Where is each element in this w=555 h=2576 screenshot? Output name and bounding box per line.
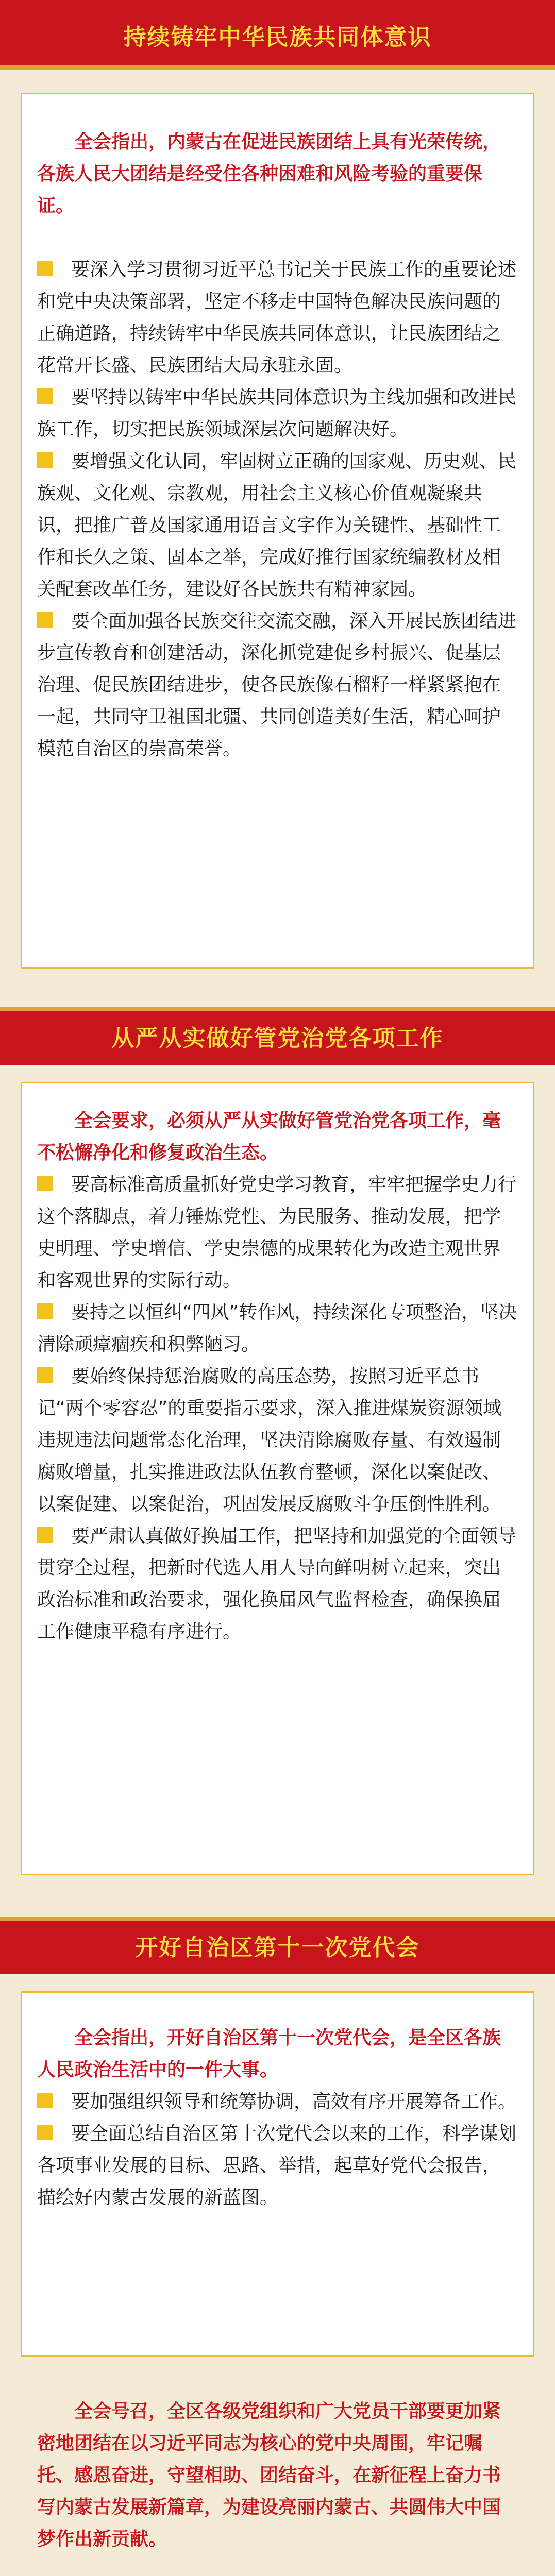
- bullet-square-icon: [37, 2093, 53, 2108]
- list-item: [37, 605, 518, 765]
- list-item-text: 要全面加强各民族交往交流交融，深入开展民族团结进步宣传教育和创建活动，深化抓党建促乡村振兴、促基层治理、促民族团结进步，使各民族像石榴籽一样紧紧抱在一起，共同守卫祖国北疆、共同创造美好生活，精心呵护模范自治区的崇高荣誉。: [37, 611, 517, 759]
- list-item-text: 要持之以恒纠“四风”转作风，持续深化专项整治，坚决清除顽瘴痼疾和积弊陋习。: [37, 1302, 517, 1355]
- list-item-text: 要全面总结自治区第十次党代会以来的工作，科学谋划各项事业发展的目标、思路、举措，起草好党代会报告，描绘好内蒙古发展的新蓝图。: [37, 2123, 517, 2208]
- list-item-text: 要加强组织领导和统筹协调，高效有序开展筹备工作。: [71, 2091, 517, 2112]
- list-item: [37, 382, 518, 446]
- list-item: [37, 1361, 518, 1520]
- section-lead: 全会指出，内蒙古在促进民族团结上具有光荣传统，各族人民大团结是经受住各种困难和风险考验的重要保证。: [37, 131, 501, 216]
- section-body: [37, 2022, 518, 2214]
- list-item: [37, 254, 518, 382]
- list-item-text: 要高标准高质量抓好党史学习教育，牢牢把握学史力行这个落脚点，着力锤炼党性、为民服务、推动发展，把学史明理、学史增信、学史崇德的成果转化为改造主观世界和客观世界的实际行动。: [37, 1174, 517, 1291]
- list-item-text: 要增强文化认同，牢固树立正确的国家观、历史观、民族观、文化观、宗教观，用社会主义核心价值观凝聚共识，把推广普及国家通用语言文字作为关键性、基础性工作和长久之策、固本之举，完成好推行国家统编教材及相关配套改革任务，建设好各民族共有精神家园。: [37, 451, 517, 600]
- bullet-square-icon: [37, 261, 53, 276]
- section-title: 开好自治区第十一次党代会: [135, 1935, 420, 1961]
- bullet-square-icon: [37, 1367, 53, 1383]
- bullet-square-icon: [37, 388, 53, 404]
- list-item: [37, 1520, 518, 1648]
- list-item: [37, 2086, 518, 2118]
- list-item-text: 要始终保持惩治腐败的高压态势，按照习近平总书记“两个零容忍”的重要指示要求，深入推进煤炭资源领域违规违法问题常态化治理，坚决清除腐败存量、有效遏制腐败增量，扎实推进政法队伍教育整顿，深化以案促改、以案促建、以案促治，巩固发展反腐败斗争压倒性胜利。: [37, 1366, 502, 1515]
- section-title: 从严从实做好管党治党各项工作: [111, 1025, 444, 1052]
- section-lead: 全会要求，必须从严从实做好管党治党各项工作，毫不松懈净化和修复政治生态。: [37, 1110, 501, 1163]
- bullet-square-icon: [37, 1176, 53, 1191]
- closing-paragraph: 全会号召，全区各级党组织和广大党员干部要更加紧密地团结在以习近平同志为核心的党中央周围，牢记嘱托、感恩奋进，守望相助、团结奋斗，在新征程上奋力书写内蒙古发展新篇章，为建设亮丽内蒙古、共圆伟大中国梦作出新贡献。: [37, 2401, 501, 2550]
- section-body: [37, 126, 518, 765]
- section-header: [0, 0, 555, 70]
- list-item-text: 要严肃认真做好换届工作，把坚持和加强党的全面领导贯穿全过程，把新时代选人用人导向鲜明树立起来，突出政治标准和政治要求，强化换届风气监督检查，确保换届工作健康平稳有序进行。: [37, 1526, 517, 1642]
- list-item-text: 要深入学习贯彻习近平总书记关于民族工作的重要论述和党中央决策部署，坚定不移走中国特色解决民族问题的正确道路，持续铸牢中华民族共同体意识，让民族团结之花常开长盛、民族团结大局永驻永固。: [37, 259, 517, 376]
- list-item: [37, 2118, 518, 2214]
- section-header: [0, 1917, 555, 1974]
- bullet-square-icon: [37, 612, 53, 628]
- list-item: [37, 1169, 518, 1297]
- list-item-text: 要坚持以铸牢中华民族共同体意识为主线加强和改进民族工作，切实把民族领域深层次问题解决好。: [37, 387, 517, 440]
- list-item: [37, 446, 518, 605]
- section-header: [0, 1007, 555, 1065]
- bullet-square-icon: [37, 1303, 53, 1319]
- list-item: [37, 1297, 518, 1361]
- section-title: 持续铸牢中华民族共同体意识: [123, 24, 432, 50]
- bullet-square-icon: [37, 452, 53, 468]
- section-body: [37, 1105, 518, 1648]
- section-lead: 全会指出，开好自治区第十一次党代会，是全区各族人民政治生活中的一件大事。: [37, 2027, 501, 2080]
- bullet-square-icon: [37, 1527, 53, 1543]
- bullet-square-icon: [37, 2125, 53, 2140]
